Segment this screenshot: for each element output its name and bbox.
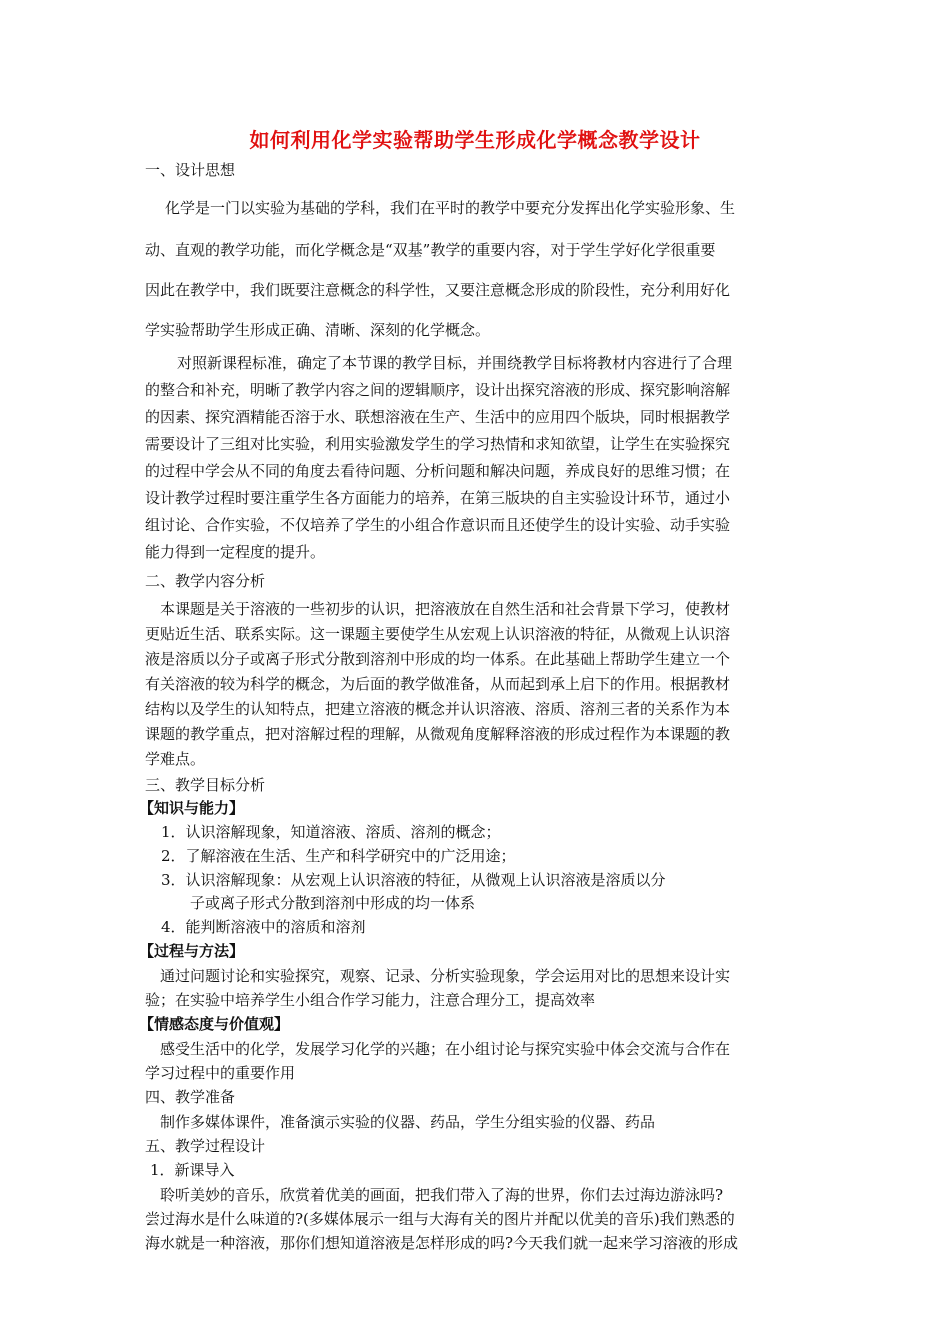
subsection-heading: 1．新课导入 [150, 1161, 235, 1179]
section-heading: 四、教学准备 [145, 1088, 236, 1106]
text-line: 结构以及学生的认知特点，把建立溶液的概念并认识溶液、溶质、溶剂三者的关系作为本 [145, 700, 731, 718]
text-line: 的过程中学会从不同的角度去看待问题、分析问题和解决问题，养成良好的思维习惯；在 [145, 462, 731, 480]
text-line: 更贴近生活、联系实际。这一课题主要使学生从宏观上认识溶液的特征，从微观上认识溶 [145, 625, 731, 643]
section-heading: 一、设计思想 [145, 161, 236, 179]
list-item: 4．能判断溶液中的溶质和溶剂 [161, 918, 366, 936]
list-item: 1．认识溶解现象，知道溶液、溶质、溶剂的概念； [161, 823, 501, 841]
text-line: 组讨论、合作实验，不仅培养了学生的小组合作意识而且还使学生的设计实验、动手实验 [145, 516, 731, 534]
text-line: 对照新课程标准，确定了本节课的教学目标，并围绕教学目标将教材内容进行了合理 [177, 354, 733, 372]
text-line: 学习过程中的重要作用 [145, 1064, 296, 1082]
text-line: 设计教学过程时要注重学生各方面能力的培养，在第三版块的自主实验设计环节，通过小 [145, 489, 731, 507]
text-line: 学难点。 [145, 750, 206, 768]
document-title: 如何利用化学实验帮助学生形成化学概念教学设计 [249, 128, 701, 152]
text-line: 课题的教学重点，把对溶解过程的理解，从微观角度解释溶液的形成过程作为本课题的教 [145, 725, 731, 743]
section-heading: 五、教学过程设计 [145, 1137, 266, 1155]
text-line: 海水就是一种溶液，那你们想知道溶液是怎样形成的吗?今天我们就一起来学习溶液的形成 [145, 1234, 739, 1252]
text-line: 尝过海水是什么味道的?(多媒体展示一组与大海有关的图片并配以优美的音乐)我们熟悉的 [145, 1210, 735, 1228]
text-line: 化学是一门以实验为基础的学科，我们在平时的教学中要充分发挥出化学实验形象、生 [165, 199, 736, 217]
text-line: 验；在实验中培养学生小组合作学习能力，注意合理分工，提高效率 [145, 991, 596, 1009]
subsection-heading: 【情感态度与价值观】 [139, 1015, 290, 1033]
text-line: 制作多媒体课件，准备演示实验的仪器、药品，学生分组实验的仪器、药品 [160, 1113, 656, 1131]
text-line: 有关溶液的较为科学的概念，为后面的教学做准备，从而起到承上启下的作用。根据教材 [145, 675, 731, 693]
text-line: 能力得到一定程度的提升。 [145, 543, 326, 561]
text-line: 因此在教学中，我们既要注意概念的科学性，又要注意概念形成的阶段性，充分利用好化 [145, 281, 731, 299]
text-line: 的整合和补充，明晰了教学内容之间的逻辑顺序，设计出探究溶液的形成、探究影响溶解 [145, 381, 731, 399]
text-line: 聆听美妙的音乐，欣赏着优美的画面，把我们带入了海的世界，你们去过海边游泳吗? [160, 1186, 724, 1204]
text-line: 通过问题讨论和实验探究，观察、记录、分析实验现象，学会运用对比的思想来设计实 [160, 967, 731, 985]
subsection-heading: 【知识与能力】 [139, 799, 245, 817]
text-line: 感受生活中的化学，发展学习化学的兴趣；在小组讨论与探究实验中体会交流与合作在 [160, 1040, 731, 1058]
text-line: 需要设计了三组对比实验，利用实验激发学生的学习热情和求知欲望，让学生在实验探究 [145, 435, 731, 453]
text-line: 本课题是关于溶液的一些初步的认识，把溶液放在自然生活和社会背景下学习，使教材 [160, 600, 731, 618]
list-item-continuation: 子或离子形式分散到溶剂中形成的均一体系 [190, 894, 476, 912]
list-item: 3．认识溶解现象：从宏观上认识溶液的特征，从微观上认识溶液是溶质以分 [161, 871, 666, 889]
text-line: 动、直观的教学功能，而化学概念是“双基”教学的重要内容，对于学生学好化学很重要 [145, 241, 716, 259]
text-line: 学实验帮助学生形成正确、清晰、深刻的化学概念。 [145, 321, 491, 339]
list-item: 2．了解溶液在生活、生产和科学研究中的广泛用途； [161, 847, 516, 865]
section-heading: 三、教学目标分析 [145, 776, 266, 794]
text-line: 液是溶质以分子或离子形式分散到溶剂中形成的均一体系。在此基础上帮助学生建立一个 [145, 650, 731, 668]
text-line: 的因素、探究酒精能否溶于水、联想溶液在生产、生活中的应用四个版块，同时根据教学 [145, 408, 731, 426]
subsection-heading: 【过程与方法】 [139, 942, 245, 960]
section-heading: 二、教学内容分析 [145, 572, 266, 590]
